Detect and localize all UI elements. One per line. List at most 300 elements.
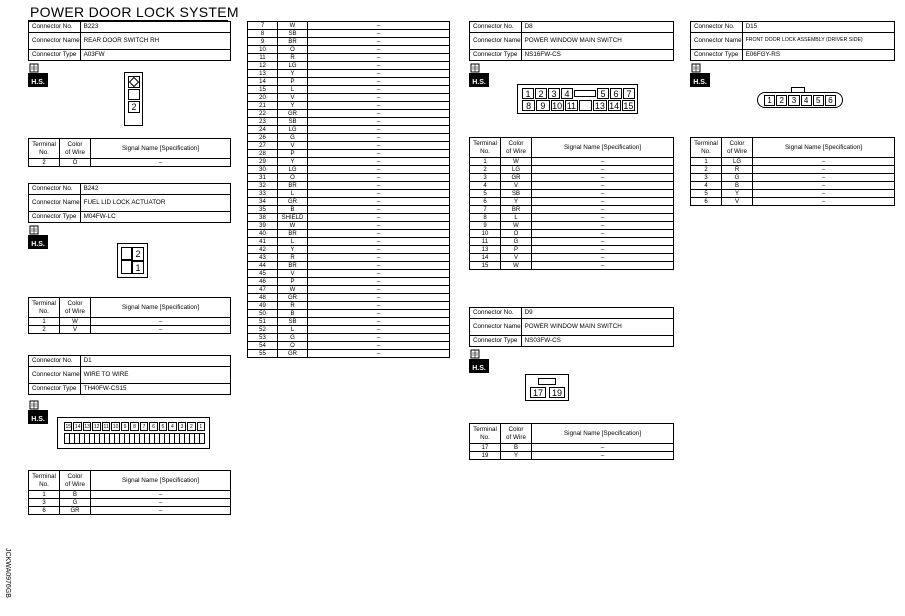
- table-row: [248, 166, 450, 174]
- color-cell: W: [278, 286, 308, 294]
- connector-no-value: B223: [80, 22, 230, 33]
- connector-type-value: TH40FW-CS15: [80, 384, 230, 395]
- pin-15: 15: [623, 100, 634, 111]
- table-row: [470, 246, 674, 254]
- color-cell: P: [278, 278, 308, 286]
- terminal-cell: 5: [470, 190, 501, 198]
- color-cell: V: [501, 254, 532, 262]
- terminal-cell: 35: [248, 206, 278, 214]
- signal-cell: –: [308, 326, 450, 334]
- pin-1: 1: [522, 88, 534, 99]
- table-row: [248, 118, 450, 126]
- color-cell: V: [278, 270, 308, 278]
- table-row: [248, 54, 450, 62]
- pin-blank: [579, 100, 592, 111]
- color-cell: V: [722, 198, 753, 206]
- connector-d1-face: [57, 417, 210, 449]
- pin-5: 5: [597, 88, 609, 99]
- pin-3: 3: [788, 95, 799, 106]
- table-row: [470, 166, 674, 174]
- table-row: [248, 94, 450, 102]
- terminal-cell: 51: [248, 318, 278, 326]
- table-row: [248, 46, 450, 54]
- terminal-cell: 11: [248, 54, 278, 62]
- connector-d1-info: [28, 355, 231, 395]
- table-row: 1 W –: [29, 318, 231, 326]
- terminal-header: Terminal No.: [470, 424, 501, 444]
- color-cell: SB: [278, 318, 308, 326]
- terminal-cell: 7: [470, 206, 501, 214]
- signal-header: Signal Name [Specification]: [91, 298, 231, 318]
- table-row: 2 O –: [29, 159, 231, 167]
- signal-header: Signal Name [Specification]: [532, 424, 674, 444]
- signal-cell: –: [532, 238, 674, 246]
- terminal-header: Terminal No.: [29, 298, 60, 318]
- terminal-cell: 44: [248, 262, 278, 270]
- connector-no-label: Connector No.: [470, 22, 522, 33]
- signal-cell: –: [308, 318, 450, 326]
- connector-type-value: E06FGY-RS: [742, 50, 894, 61]
- pin-2: 2: [776, 95, 787, 106]
- table-row: [248, 150, 450, 158]
- table-row: [248, 142, 450, 150]
- pin-2: 2: [132, 247, 144, 261]
- color-cell: SHIELD: [278, 214, 308, 222]
- signal-cell: –: [308, 286, 450, 294]
- table-row: [248, 22, 450, 30]
- signal-cell: –: [308, 30, 450, 38]
- pin-2: 2: [187, 422, 195, 431]
- signal-cell: –: [753, 190, 895, 198]
- color-cell: O: [501, 230, 532, 238]
- terminal-cell: 31: [248, 174, 278, 182]
- signal-cell: –: [308, 254, 450, 262]
- color-cell: L: [278, 86, 308, 94]
- connector-name-label: Connector Name: [470, 33, 522, 50]
- pin-6: 6: [610, 88, 622, 99]
- terminal-cell: 26: [248, 134, 278, 142]
- terminal-cell: 14: [470, 254, 501, 262]
- color-cell: LG: [278, 126, 308, 134]
- pin-17: 17: [530, 387, 546, 398]
- table-row: [248, 62, 450, 70]
- connector-type-label: Connector Type: [470, 336, 522, 347]
- color-cell: W: [278, 22, 308, 30]
- color-cell: P: [278, 150, 308, 158]
- signal-header: Signal Name [Specification]: [91, 471, 231, 491]
- color-cell: BR: [278, 38, 308, 46]
- terminal-cell: 13: [248, 70, 278, 78]
- table-row: [248, 198, 450, 206]
- color-cell: L: [278, 190, 308, 198]
- connector-name-label: Connector Name: [691, 33, 743, 50]
- color-cell: LG: [722, 158, 753, 166]
- table-row: [248, 182, 450, 190]
- connector-b242-face: [117, 243, 148, 278]
- pin-14: 14: [609, 100, 620, 111]
- table-row: [248, 30, 450, 38]
- terminal-cell: 48: [248, 294, 278, 302]
- terminal-cell: 6: [691, 198, 722, 206]
- pin-19: 19: [549, 387, 565, 398]
- connector-name-label: Connector Name: [29, 367, 81, 384]
- svg-text:H.S.: H.S.: [31, 79, 45, 86]
- connector-d8-face: [517, 84, 638, 114]
- connector-d9-terminals: [469, 423, 674, 460]
- svg-text:H.S.: H.S.: [31, 241, 45, 248]
- terminal-cell: 20: [248, 94, 278, 102]
- signal-header: Signal Name [Specification]: [532, 138, 674, 158]
- terminal-cell: 5: [691, 190, 722, 198]
- connector-b223-info: [28, 21, 231, 61]
- table-row: [248, 102, 450, 110]
- table-row: 19 Y –: [470, 452, 674, 460]
- table-row: [248, 190, 450, 198]
- connector-name-value: FRONT DOOR LOCK ASSEMBLY (DRIVER SIDE): [742, 33, 894, 50]
- pin-6: 6: [149, 422, 157, 431]
- harness-side-icon: [469, 63, 489, 87]
- connector-b223-face: [124, 72, 143, 126]
- connector-d8-top-pins: [522, 88, 635, 99]
- harness-side-icon: [690, 63, 710, 87]
- signal-cell: –: [308, 342, 450, 350]
- color-cell: GR: [501, 174, 532, 182]
- pin-13: 13: [84, 423, 90, 430]
- harness-side-icon: [28, 225, 48, 249]
- pin-7: 7: [140, 422, 148, 431]
- table-row: [248, 262, 450, 270]
- table-row: [248, 230, 450, 238]
- pin-cell: [128, 89, 140, 100]
- pin-5: 5: [159, 422, 167, 431]
- table-row: [248, 318, 450, 326]
- pin-11: 11: [103, 423, 109, 430]
- signal-cell: –: [532, 198, 674, 206]
- color-cell: L: [278, 238, 308, 246]
- signal-cell: –: [308, 158, 450, 166]
- signal-cell: –: [532, 214, 674, 222]
- table-row: [248, 38, 450, 46]
- color-cell: W: [501, 262, 532, 270]
- signal-cell: –: [753, 158, 895, 166]
- terminal-cell: 22: [248, 110, 278, 118]
- color-cell: G: [278, 334, 308, 342]
- terminal-cell: 27: [248, 142, 278, 150]
- connector-no-value: D15: [742, 22, 894, 33]
- table-row: [248, 342, 450, 350]
- pin-7: 7: [623, 88, 635, 99]
- signal-cell: –: [753, 182, 895, 190]
- terminal-cell: 2: [470, 166, 501, 174]
- color-cell: GR: [278, 294, 308, 302]
- pin-9: 9: [121, 422, 129, 431]
- table-row: [470, 214, 674, 222]
- color-cell: SB: [278, 30, 308, 38]
- signal-cell: –: [308, 62, 450, 70]
- color-cell: P: [278, 78, 308, 86]
- connector-d1-terminals: [28, 470, 231, 515]
- signal-cell: –: [308, 142, 450, 150]
- signal-cell: –: [308, 94, 450, 102]
- color-cell: SB: [278, 118, 308, 126]
- table-row: 2 V –: [29, 326, 231, 334]
- terminal-cell: 15: [470, 262, 501, 270]
- signal-cell: –: [308, 54, 450, 62]
- connector-name-value: POWER WINDOW MAIN SWITCH: [521, 319, 673, 336]
- color-cell: Y: [278, 70, 308, 78]
- terminal-cell: 24: [248, 126, 278, 134]
- table-row: [248, 174, 450, 182]
- signal-cell: –: [308, 310, 450, 318]
- terminal-cell: 9: [248, 38, 278, 46]
- connector-d1-top-pins: [64, 422, 205, 431]
- connector-name-value: FUEL LID LOCK ACTUATOR: [80, 195, 230, 212]
- svg-text:H.S.: H.S.: [472, 79, 486, 86]
- color-cell: L: [501, 214, 532, 222]
- connector-d15-pins: [764, 95, 836, 106]
- terminal-cell: 15: [248, 86, 278, 94]
- terminal-cell: 12: [248, 62, 278, 70]
- pin-diamond-icon: [128, 76, 140, 88]
- connector-no-value: D1: [80, 356, 230, 367]
- table-row: [248, 78, 450, 86]
- connector-d15-info: [690, 21, 895, 61]
- pin-3: 3: [178, 422, 186, 431]
- terminal-cell: 23: [248, 118, 278, 126]
- table-row: [248, 158, 450, 166]
- color-cell: R: [722, 166, 753, 174]
- table-row: [248, 278, 450, 286]
- table-row: [691, 174, 895, 182]
- table-row: [470, 230, 674, 238]
- color-header: Color of Wire: [501, 424, 532, 444]
- table-row: [691, 182, 895, 190]
- table-row: [248, 134, 450, 142]
- pin-4: 4: [561, 88, 573, 99]
- table-row: [248, 334, 450, 342]
- connector-d15-face: [757, 87, 843, 109]
- side-code: JCKWA0976GB: [4, 548, 11, 598]
- color-cell: BR: [278, 262, 308, 270]
- pin-blank: [574, 90, 596, 97]
- pin-10: 10: [112, 423, 119, 430]
- color-cell: Y: [278, 158, 308, 166]
- terminal-cell: 50: [248, 310, 278, 318]
- connector-no-value: D8: [521, 22, 673, 33]
- color-cell: BR: [501, 206, 532, 214]
- connector-no-label: Connector No.: [29, 184, 81, 195]
- color-cell: Y: [278, 102, 308, 110]
- color-header: Color of Wire: [722, 138, 753, 158]
- terminal-cell: 45: [248, 270, 278, 278]
- table-row: [470, 158, 674, 166]
- table-row: 1 B –: [29, 491, 231, 499]
- signal-cell: –: [308, 334, 450, 342]
- terminal-cell: 47: [248, 286, 278, 294]
- signal-cell: –: [753, 198, 895, 206]
- signal-cell: –: [532, 174, 674, 182]
- signal-cell: –: [308, 118, 450, 126]
- harness-side-icon: [28, 63, 48, 87]
- table-row: [248, 222, 450, 230]
- table-row: [470, 254, 674, 262]
- connector-b242-terminals: [28, 297, 231, 334]
- signal-cell: –: [308, 246, 450, 254]
- terminal-cell: 42: [248, 246, 278, 254]
- signal-cell: –: [308, 102, 450, 110]
- connector-type-label: Connector Type: [29, 212, 81, 223]
- terminal-cell: 10: [470, 230, 501, 238]
- color-header: Color of Wire: [501, 138, 532, 158]
- color-cell: GR: [278, 350, 308, 358]
- connector-no-label: Connector No.: [470, 308, 522, 319]
- terminal-header: Terminal No.: [691, 138, 722, 158]
- terminal-cell: 28: [248, 150, 278, 158]
- pin-2: 2: [535, 88, 547, 99]
- table-row: [691, 166, 895, 174]
- color-cell: G: [278, 134, 308, 142]
- color-cell: Y: [278, 246, 308, 254]
- table-row: [248, 326, 450, 334]
- terminal-cell: 4: [470, 182, 501, 190]
- signal-cell: –: [532, 262, 674, 270]
- signal-cell: –: [308, 126, 450, 134]
- table-row: [248, 246, 450, 254]
- terminal-cell: 2: [691, 166, 722, 174]
- table-row: [248, 110, 450, 118]
- table-row: [248, 350, 450, 358]
- color-cell: O: [278, 46, 308, 54]
- terminal-cell: 34: [248, 198, 278, 206]
- table-row: [248, 214, 450, 222]
- connector-d15-terminals: [690, 137, 895, 206]
- terminal-cell: 29: [248, 158, 278, 166]
- table-row: [470, 222, 674, 230]
- signal-cell: –: [308, 230, 450, 238]
- terminal-cell: 55: [248, 350, 278, 358]
- signal-cell: –: [308, 46, 450, 54]
- signal-cell: –: [308, 110, 450, 118]
- signal-cell: –: [308, 190, 450, 198]
- pin-12: 12: [93, 423, 100, 430]
- signal-cell: –: [532, 166, 674, 174]
- color-cell: O: [278, 174, 308, 182]
- signal-cell: –: [753, 174, 895, 182]
- terminal-cell: 11: [470, 238, 501, 246]
- signal-cell: –: [308, 206, 450, 214]
- table-row: [248, 70, 450, 78]
- connector-name-label: Connector Name: [470, 319, 522, 336]
- pin-cell: [121, 247, 132, 260]
- table-row: [470, 174, 674, 182]
- connector-name-value: POWER WINDOW MAIN SWITCH: [521, 33, 673, 50]
- signal-header: Signal Name [Specification]: [91, 139, 231, 159]
- pin-3: 3: [548, 88, 560, 99]
- color-cell: V: [278, 94, 308, 102]
- table-row: [470, 206, 674, 214]
- terminal-cell: 46: [248, 278, 278, 286]
- harness-side-icon: [28, 400, 48, 424]
- color-cell: LG: [501, 166, 532, 174]
- color-cell: B: [278, 310, 308, 318]
- signal-cell: –: [308, 22, 450, 30]
- table-row: [248, 206, 450, 214]
- color-cell: B: [722, 182, 753, 190]
- connector-name-label: Connector Name: [29, 33, 81, 50]
- connector-name-label: Connector Name: [29, 195, 81, 212]
- color-cell: B: [278, 206, 308, 214]
- table-row: [691, 190, 895, 198]
- color-cell: W: [501, 222, 532, 230]
- signal-cell: –: [308, 150, 450, 158]
- terminal-cell: 7: [248, 22, 278, 30]
- connector-d9-info: [469, 307, 674, 347]
- page-title: POWER DOOR LOCK SYSTEM: [30, 4, 239, 20]
- svg-text:H.S.: H.S.: [693, 79, 707, 86]
- signal-cell: –: [308, 278, 450, 286]
- color-cell: BR: [278, 182, 308, 190]
- terminal-cell: 8: [470, 214, 501, 222]
- terminal-cell: 43: [248, 254, 278, 262]
- table-row: [248, 86, 450, 94]
- color-cell: GR: [278, 198, 308, 206]
- signal-cell: –: [308, 238, 450, 246]
- table-row: [248, 238, 450, 246]
- terminal-header: Terminal No.: [29, 471, 60, 491]
- color-cell: V: [278, 142, 308, 150]
- connector-d1-terminals-continued: [247, 21, 450, 358]
- connector-no-label: Connector No.: [29, 22, 81, 33]
- terminal-cell: 38: [248, 214, 278, 222]
- terminal-header: Terminal No.: [29, 139, 60, 159]
- terminal-cell: 1: [470, 158, 501, 166]
- pin-11: 11: [566, 100, 577, 111]
- signal-cell: –: [532, 246, 674, 254]
- table-row: [248, 270, 450, 278]
- color-header: Color of Wire: [60, 298, 91, 318]
- svg-text:H.S.: H.S.: [472, 365, 486, 372]
- connector-no-label: Connector No.: [691, 22, 743, 33]
- connector-type-value: A03FW: [80, 50, 230, 61]
- color-cell: W: [278, 222, 308, 230]
- signal-cell: –: [308, 134, 450, 142]
- pin-8: 8: [130, 422, 138, 431]
- pin-15: 15: [65, 423, 72, 430]
- table-row: [248, 302, 450, 310]
- signal-cell: –: [532, 182, 674, 190]
- table-row: [691, 158, 895, 166]
- signal-cell: –: [532, 222, 674, 230]
- connector-d9-face: [525, 374, 569, 401]
- signal-cell: –: [308, 78, 450, 86]
- connector-name-value: WIRE TO WIRE: [80, 367, 230, 384]
- connector-type-label: Connector Type: [29, 384, 81, 395]
- terminal-cell: 6: [470, 198, 501, 206]
- connector-d8-terminals: [469, 137, 674, 270]
- table-row: [470, 198, 674, 206]
- table-row: [248, 126, 450, 134]
- terminal-cell: 21: [248, 102, 278, 110]
- signal-cell: –: [308, 70, 450, 78]
- color-cell: LG: [278, 166, 308, 174]
- pin-4: 4: [168, 422, 176, 431]
- terminal-cell: 1: [691, 158, 722, 166]
- terminal-cell: 54: [248, 342, 278, 350]
- connector-d8-info: [469, 21, 674, 61]
- signal-cell: –: [532, 190, 674, 198]
- signal-cell: –: [308, 174, 450, 182]
- pin-9: 9: [536, 100, 549, 111]
